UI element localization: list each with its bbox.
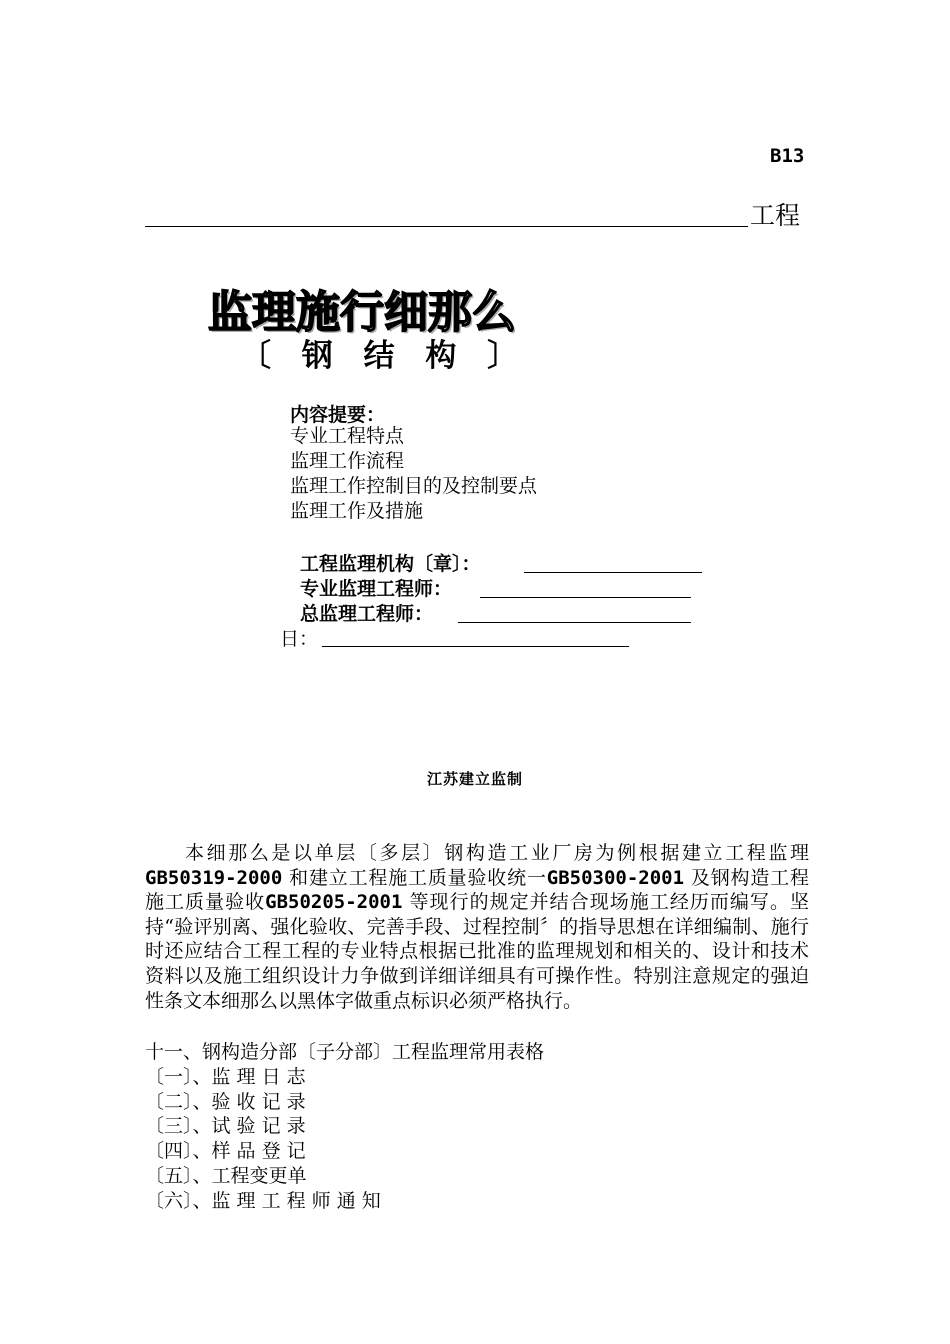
forms-list <box>145 1040 544 1214</box>
forms-item: 〔四〕、样 品 登 记 <box>145 1140 306 1163</box>
summary-item: 监理工作控制目的及控制要点 <box>290 475 538 497</box>
date-line <box>322 646 629 647</box>
supervision-org-line <box>524 572 702 573</box>
summary-item: 监理工作及措施 <box>290 500 424 522</box>
date-field <box>280 624 318 651</box>
company-name: 江苏建立监制 <box>426 770 523 788</box>
chief-engineer-label: 总监理工程师： <box>300 603 434 625</box>
summary-heading: 内容提要： <box>290 404 386 426</box>
document-subtitle: 〔 钢 结 构 〕 <box>240 338 529 374</box>
forms-item: 〔三〕、试 验 记 录 <box>145 1115 306 1138</box>
forms-item: 〔六〕、监 理 工 程 师 通 知 <box>145 1189 381 1212</box>
intro-text: 和建立工程施工质量验收统一 <box>282 866 547 889</box>
document-code: B13 <box>770 145 805 167</box>
summary-item: 专业工程特点 <box>290 425 405 447</box>
intro-text: 本细那么是以单层〔多层〕钢构造工业厂房为例根据建立工程监理 <box>185 842 809 864</box>
chief-engineer-field <box>300 599 433 626</box>
document-title: 监理施行细那么 <box>208 287 516 338</box>
supervision-org-field <box>300 549 481 576</box>
forms-item: 〔五〕、工程变更单 <box>145 1164 307 1187</box>
supervision-org-label: 工程监理机构〔章〕： <box>300 553 481 575</box>
intro-text: 及钢构造工程施工质量验收 <box>145 866 809 914</box>
project-name-line <box>145 226 748 227</box>
intro-paragraph <box>145 841 809 1013</box>
standard-code: GB50319-2000 <box>145 866 283 889</box>
summary-list <box>290 424 537 524</box>
date-label: 日： <box>280 628 319 650</box>
forms-item: 〔一〕、监 理 日 志 <box>145 1065 306 1088</box>
standard-code: GB50300-2001 <box>546 866 685 889</box>
specialist-engineer-line <box>480 597 691 598</box>
chief-engineer-line <box>458 622 691 623</box>
specialist-engineer-label: 专业监理工程师： <box>300 578 453 600</box>
project-suffix: 工程 <box>750 201 801 230</box>
summary-item: 监理工作流程 <box>290 450 405 472</box>
forms-heading: 十一、钢构造分部〔子分部〕工程监理常用表格 <box>145 1041 545 1063</box>
specialist-engineer-field <box>300 574 452 601</box>
standard-code: GB50205-2001 <box>265 891 403 914</box>
forms-item: 〔二〕、验 收 记 录 <box>145 1090 306 1113</box>
intro-text: 等现行的规定并结合现场施工经历而编写。坚持“验评别离、强化验收、完善手段、过程控制〞的指导思想在详细编制、施行时还应结合工程工程的专业特点根据已批准的监理规划和相关的、设计和技术资料以及施工组织设计力争做到详细详细具有可操作性。特别注意规定的强迫性条文本细那么以黑体字做重点标识必须严格执行。 <box>145 891 809 1012</box>
